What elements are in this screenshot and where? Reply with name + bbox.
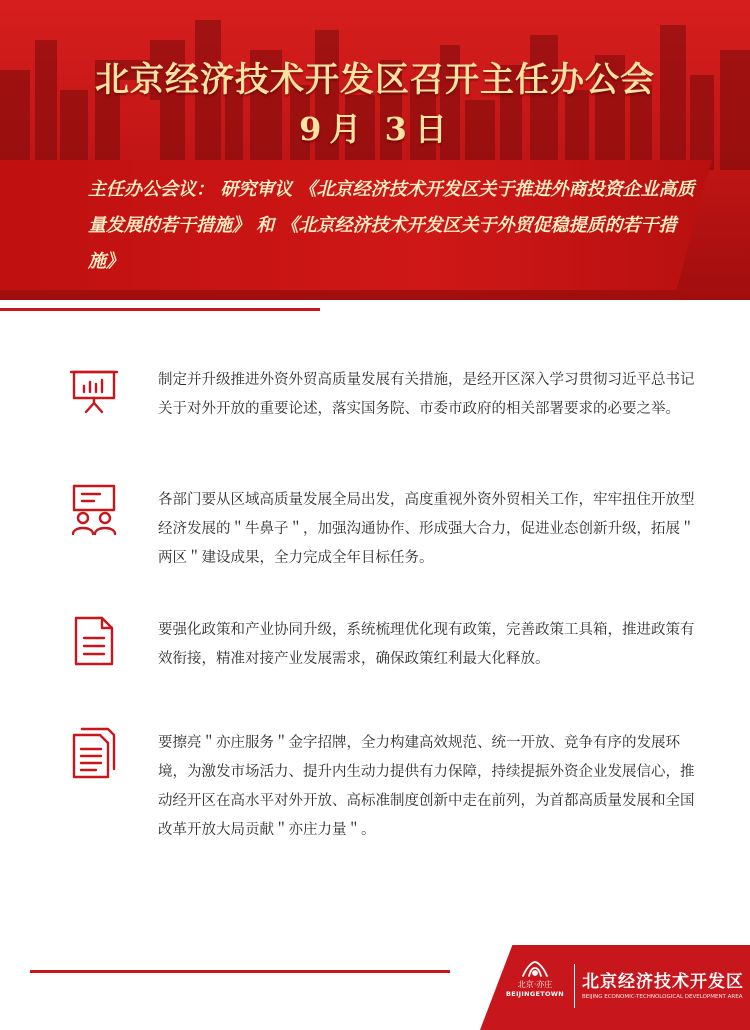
header-accent-line xyxy=(0,308,320,311)
date-month: 9 xyxy=(299,110,326,148)
date-day-unit: 日 xyxy=(414,110,451,148)
beijingetown-logo xyxy=(500,958,570,1014)
organization-name: 北京经济技术开发区 xyxy=(582,972,744,992)
page-title: 北京经济技术开发区召开主任办公会 xyxy=(95,60,655,100)
documents-stack-icon xyxy=(66,725,122,781)
organization-name-en: BEIJING ECONOMIC-TECHNOLOGICAL DEVELOPMENT AREA xyxy=(582,994,743,1000)
date-day: 3 xyxy=(384,110,411,148)
footer-divider xyxy=(574,964,575,1008)
meeting-people-icon xyxy=(66,482,122,538)
list-item-text: 制定并升级推进外资外贸高质量发展有关措施，是经开区深入学习贯彻习近平总书记关于对外开放的重要论述，落实国务院、市委市政府的相关部署要求的必要之举。 xyxy=(158,372,695,417)
logo-en-text: BEIJINGETOWN xyxy=(505,990,565,998)
footer-accent-line xyxy=(30,970,450,973)
list-item-text: 要擦亮＂亦庄服务＂金字招牌，全力构建高效规范、统一开放、竞争有序的发展环境，为激发市场活力、提升内生动力提供有力保障，持续提振外资企业发展信心，推动经开区在高水平对外开放、高标准制度创新中走在前列，为首都高质量发展和全国改革开放大局贡献＂亦庄力量＂。 xyxy=(158,735,695,838)
list-item-text: 各部门要从区域高质量发展全局出发，高度重视外资外贸相关工作，牢牢扭住开放型经济发展的＂牛鼻子＂，加强沟通协作、形成强大合力，促进业态创新升级，拓展＂两区＂建设成果，全力完成全年目标任务。 xyxy=(158,492,695,566)
presentation-chart-icon xyxy=(66,362,122,418)
meeting-date xyxy=(0,104,750,150)
document-icon xyxy=(66,612,122,668)
list-item-text: 要强化政策和产业协同升级，系统梳理优化现有政策，完善政策工具箱，推进政策有效衔接，精准对接产业发展需求，确保政策红利最大化释放。 xyxy=(158,622,695,667)
logo-cn-text: 北京·亦庄 xyxy=(517,980,553,989)
beijingetown-logo-icon xyxy=(520,958,550,980)
date-month-unit: 月 xyxy=(329,110,366,148)
summary-banner-text: 主任办公会议： 研究审议 《北京经济技术开发区关于推进外商投资企业高质量发展的若干措施》 和 《北京经济技术开发区关于外贸促稳提质的若干措施》 xyxy=(88,179,695,272)
